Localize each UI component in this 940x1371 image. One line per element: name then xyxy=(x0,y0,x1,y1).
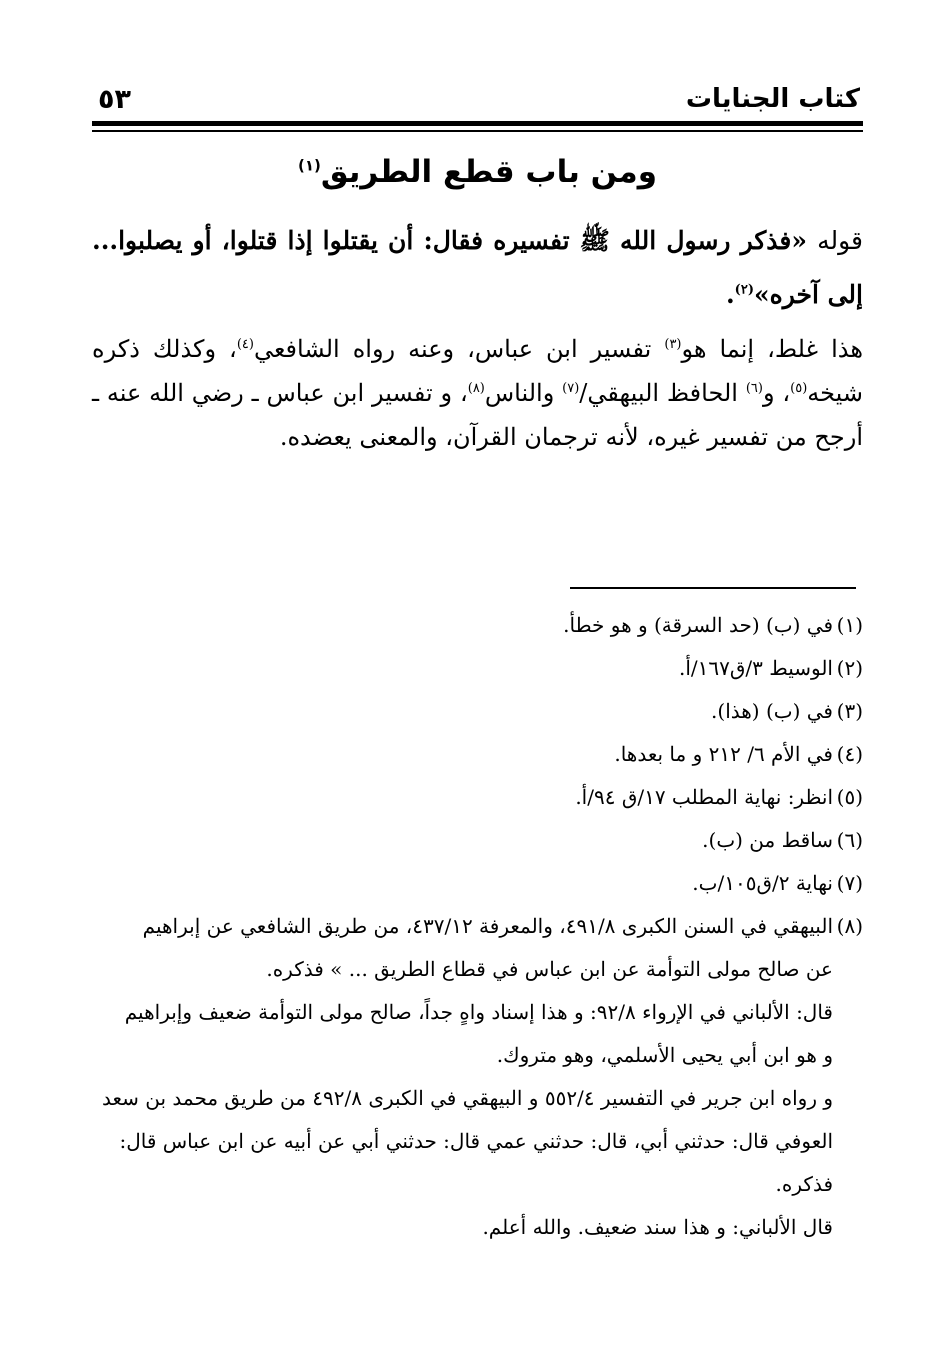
quote-end: . xyxy=(725,280,735,309)
footnote-8-continuation xyxy=(92,948,863,991)
footnote-number: (١) xyxy=(836,613,863,637)
footnote-ref-6: (٦) xyxy=(745,381,763,396)
footnote-8-albani-note xyxy=(92,991,863,1034)
footnote-7 xyxy=(92,862,863,905)
footnote-text: الوسيط ٣/ق١٦٧/أ. xyxy=(678,656,833,680)
page-number: ٥٣ xyxy=(98,84,131,115)
commentary-text-4: ، و xyxy=(762,379,791,407)
quote-body: «فذكر رسول الله ﷺ تفسيره فقال: أن يقتلوا إذا قتلوا، أو يصلبوا... إلى آخره» xyxy=(92,226,863,309)
footnote-6 xyxy=(92,819,863,862)
footnote-number: (٢) xyxy=(836,656,863,680)
footnote-8-ibn-jarir-end xyxy=(92,1163,863,1206)
footnote-ref-3: (٣) xyxy=(664,337,682,352)
book-title: كتاب الجنايات xyxy=(685,84,860,114)
footnote-text-line-8: قال الألباني: و هذا سند ضعيف. والله أعلم. xyxy=(482,1215,833,1239)
footnote-number: (٧) xyxy=(836,871,863,895)
commentary-text-2: تفسير ابن عباس، وعنه رواه الشافعي xyxy=(253,335,652,363)
footnote-number: (٨) xyxy=(836,914,863,938)
footnote-text: في (ب) (هذا). xyxy=(711,699,833,723)
commentary-text-6: والناس xyxy=(484,379,555,407)
commentary-paragraph xyxy=(92,327,863,459)
footnote-8-ibn-jarir-cont xyxy=(92,1120,863,1163)
footnote-ref-4: (٤) xyxy=(236,337,254,352)
quoted-passage xyxy=(92,214,863,322)
footnote-text-line-1: البيهقي في السنن الكبرى ٤٩١/٨، والمعرفة ٤٣٧/١٢، من طريق الشافعي عن إبراهيم xyxy=(142,914,833,938)
footnote-ref-2: (٢) xyxy=(734,282,754,298)
footnote-text-line-4: و هو ابن أبي يحيى الأسلمي، وهو متروك. xyxy=(496,1043,833,1067)
commentary-text-3: ، وكذلك ذكره شيخه xyxy=(92,335,863,407)
footnote-ref-7: (٧) xyxy=(562,381,580,396)
section-title xyxy=(92,154,863,190)
running-header xyxy=(0,0,940,140)
footnote-text: ساقط من (ب). xyxy=(702,828,833,852)
footnote-8-conclusion xyxy=(92,1206,863,1249)
footnotes xyxy=(92,604,863,1249)
footnote-text-line-3: قال: الألباني في الإرواء ٩٢/٨: و هذا إسناد واهٍ جداً، صالح مولى التوأمة ضعيف وإبراهيم xyxy=(124,1000,833,1024)
footnote-8 xyxy=(92,905,863,948)
footnote-text: في (ب) (حد السرقة) و هو خطأ. xyxy=(563,613,833,637)
footnote-8-ibn-jarir xyxy=(92,1077,863,1120)
commentary-text-1: هذا غلط، إنما هو xyxy=(681,335,864,363)
footnote-text-line-2: عن صالح مولى التوأمة عن ابن عباس في قطاع الطريق ... » فذكره. xyxy=(266,957,833,981)
footnote-ref-5: (٥) xyxy=(790,381,808,396)
footnote-8-albani-note-end xyxy=(92,1034,863,1077)
header-rule-thin xyxy=(92,130,863,132)
footnote-text: انظر: نهاية المطلب ١٧/ق ٩٤/أ. xyxy=(575,785,833,809)
section-title-text: ومن باب قطع الطريق xyxy=(320,154,658,190)
footnote-text: في الأم ٦/ ٢١٢ و ما بعدها. xyxy=(614,742,833,766)
footnote-text-line-5: و رواه ابن جرير في التفسير ٥٥٢/٤ و البيهقي في الكبرى ٤٩٢/٨ من طريق محمد بن سعد xyxy=(101,1086,833,1110)
footnote-number: (٦) xyxy=(836,828,863,852)
header-rule-thick xyxy=(92,121,863,126)
commentary-text-5: الحافظ البيهقي/ xyxy=(579,379,738,407)
section-title-footnote-ref: (١) xyxy=(297,156,321,175)
footnote-5 xyxy=(92,776,863,819)
footnote-1 xyxy=(92,604,863,647)
quote-lead: قوله xyxy=(817,226,863,255)
footnote-4 xyxy=(92,733,863,776)
footnote-ref-8: (٨) xyxy=(467,381,485,396)
footnote-text: نهاية ٢/ق١٠٥/ب. xyxy=(692,871,833,895)
footnote-text-line-6: العوفي قال: حدثني أبي، قال: حدثني عمي قال: حدثني أبي عن أبيه عن ابن عباس قال: xyxy=(119,1129,833,1153)
footnote-2 xyxy=(92,647,863,690)
footnote-3 xyxy=(92,690,863,733)
footnote-text-line-7: فذكره. xyxy=(775,1172,833,1196)
footnote-number: (٣) xyxy=(836,699,863,723)
footnote-number: (٥) xyxy=(836,785,863,809)
footnote-separator xyxy=(570,587,856,589)
commentary-text-7: ، و تفسير ابن عباس ـ رضي الله عنه ـ أرجح من تفسير غيره، لأنه ترجمان القرآن، والمعنى يعضده. xyxy=(92,379,863,451)
footnote-number: (٤) xyxy=(836,742,863,766)
